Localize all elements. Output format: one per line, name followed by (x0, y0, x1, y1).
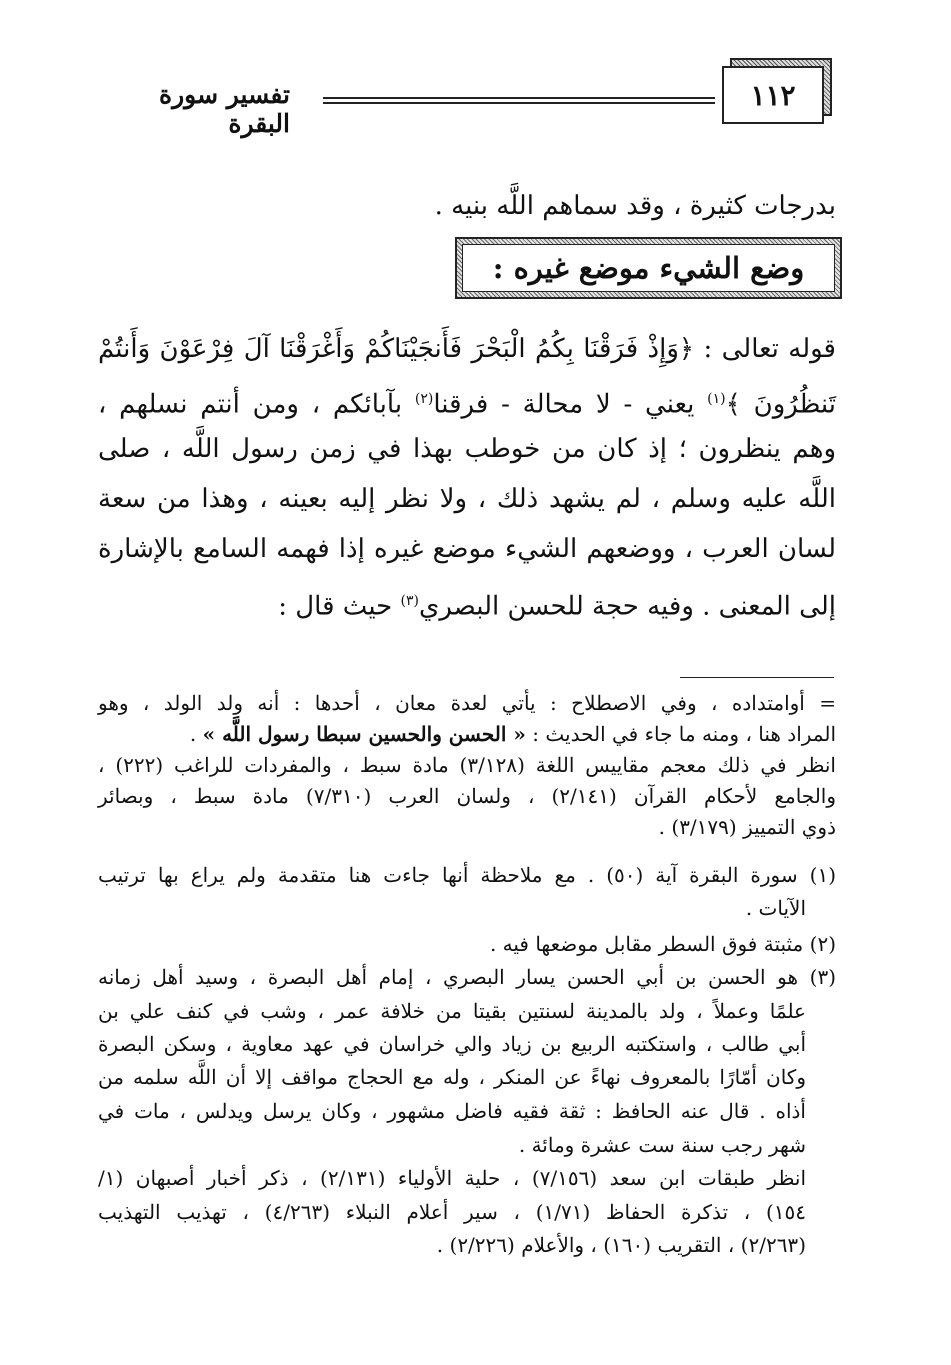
footnote-line: = أوامتداده ، وفي الاصطلاح : يأتي لعدة معان ، أحدها : أنه ولد الولد ، وهو (98, 691, 836, 715)
footnote-line: والجامع لأحكام القرآن (٢/١٤١) ، ولسان العرب (٧/٣١٠) مادة سبط ، وبصائر (98, 784, 837, 808)
footnote-line: ذوي التمييز (٣/١٧٩) . (658, 815, 836, 839)
footnote-line: ١٥٤) ، تذكرة الحفاظ (١/٧١) ، سير أعلام النبلاء (٤/٢٦٣) ، تهذيب التهذيب (98, 1200, 807, 1224)
footnote-line: شهر رجب سنة ست عشرة ومائة . (518, 1133, 806, 1157)
footnote-line: وكان أمّارًا بالمعروف نهاءً عن المنكر ، وله مع الحجاج مواقف إلا أن اللَّه سلمه من (98, 1065, 806, 1089)
body-line-2-mid: يعني - لا محالة - فرقنا (433, 389, 708, 420)
hadith-quote: « الحسن والحسين سبطا رسول اللَّه » (202, 722, 526, 746)
body-line-2 (98, 379, 836, 419)
section-heading-frame (455, 237, 842, 299)
footnote-ref-2: (٢) (414, 391, 434, 407)
section-heading: وضع الشيء موضع غيره : (462, 244, 835, 292)
footnote-separator (680, 677, 834, 678)
footnote-line: أذاه . قال عنه الحافظ : ثقة فقيه فاضل مشهور ، وكان يرسل ويدلس ، مات في (98, 1099, 806, 1123)
body-line-3: وهم ينظرون ؛ إذ كان من خوطب بهذا في زمن رسول اللَّه ، صلى (98, 434, 836, 464)
body-line-6-start: إلى المعنى . وفيه حجة للحسن البصري (418, 591, 836, 622)
footnote-ref-1: (١) (707, 391, 726, 407)
page-number: ١١٢ (722, 66, 824, 124)
body-line-1: قوله تعالى : ﴿وَإِذْ فَرَقْنَا بِكُمُ الْبَحْرَ فَأَنجَيْنَاكُمْ وَأَغْرَقْنَا آلَ فِرْعَوْنَ وَأَنتُمْ (98, 334, 836, 364)
footnote-line: علمًا وعملاً ، ولد بالمدينة لسنتين بقيتا من خلافة عمر ، وشب في كنف علي بن (98, 999, 806, 1023)
header-rule-bottom (323, 102, 715, 104)
footnote-text: . (189, 722, 203, 746)
quran-end: تَنظُرُونَ ﴾ (725, 389, 837, 420)
footnote-line: أبي طالب ، واستكتبه الربيع بن زياد والي خراسان في عهد معاوية ، وسكن البصرة (98, 1032, 806, 1056)
body-line-5: لسان العرب ، ووضعهم الشيء موضع غيره إذا فهمه السامع بالإشارة (98, 534, 836, 564)
footnote-ref-3: (٣) (400, 593, 419, 609)
body-line-6 (98, 581, 836, 621)
footnote-line: انظر طبقات ابن سعد (٧/١٥٦) ، حلية الأولياء (٢/١٣١) ، ذكر أخبار أصبهان (١/ (98, 1166, 806, 1190)
footnote-1: (١) سورة البقرة آية (٥٠) . مع ملاحظة أنها جاءت هنا متقدمة ولم يراع بها ترتيب (98, 863, 836, 887)
body-line-2-end: بآبائكم ، ومن أنتم نسلهم ، (98, 389, 415, 420)
footnote-line: الآيات . (745, 896, 806, 920)
header-rule-top (323, 97, 715, 99)
footnote-2: (٢) مثبتة فوق السطر مقابل موضعها فيه . (489, 932, 836, 956)
body-line-6-end: حيث قال : (278, 591, 401, 622)
footnote-line: انظر في ذلك معجم مقاييس اللغة (٣/١٢٨) مادة سبط ، والمفردات للراغب (٢٢٢) ، (98, 753, 836, 777)
footnote-line: (٢/٢٦٣) ، التقريب (١٦٠) ، والأعلام (٢/٢٢٦) . (436, 1233, 806, 1257)
body-line-4: اللَّه عليه وسلم ، لم يشهد ذلك ، ولا نظر إليه بعينه ، وهذا من سعة (98, 484, 836, 514)
footnote-line (98, 719, 836, 749)
running-title: تفسير سورة البقرة (159, 80, 290, 138)
footnote-text: المراد هنا ، ومنه ما جاء في الحديث : (525, 722, 836, 746)
body-line-0: بدرجات كثيرة ، وقد سماهم اللَّه بنيه . (434, 191, 836, 221)
footnote-3: (٣) هو الحسن بن أبي الحسن يسار البصري ، إمام أهل البصرة ، وسيد أهل زمانه (98, 965, 836, 989)
